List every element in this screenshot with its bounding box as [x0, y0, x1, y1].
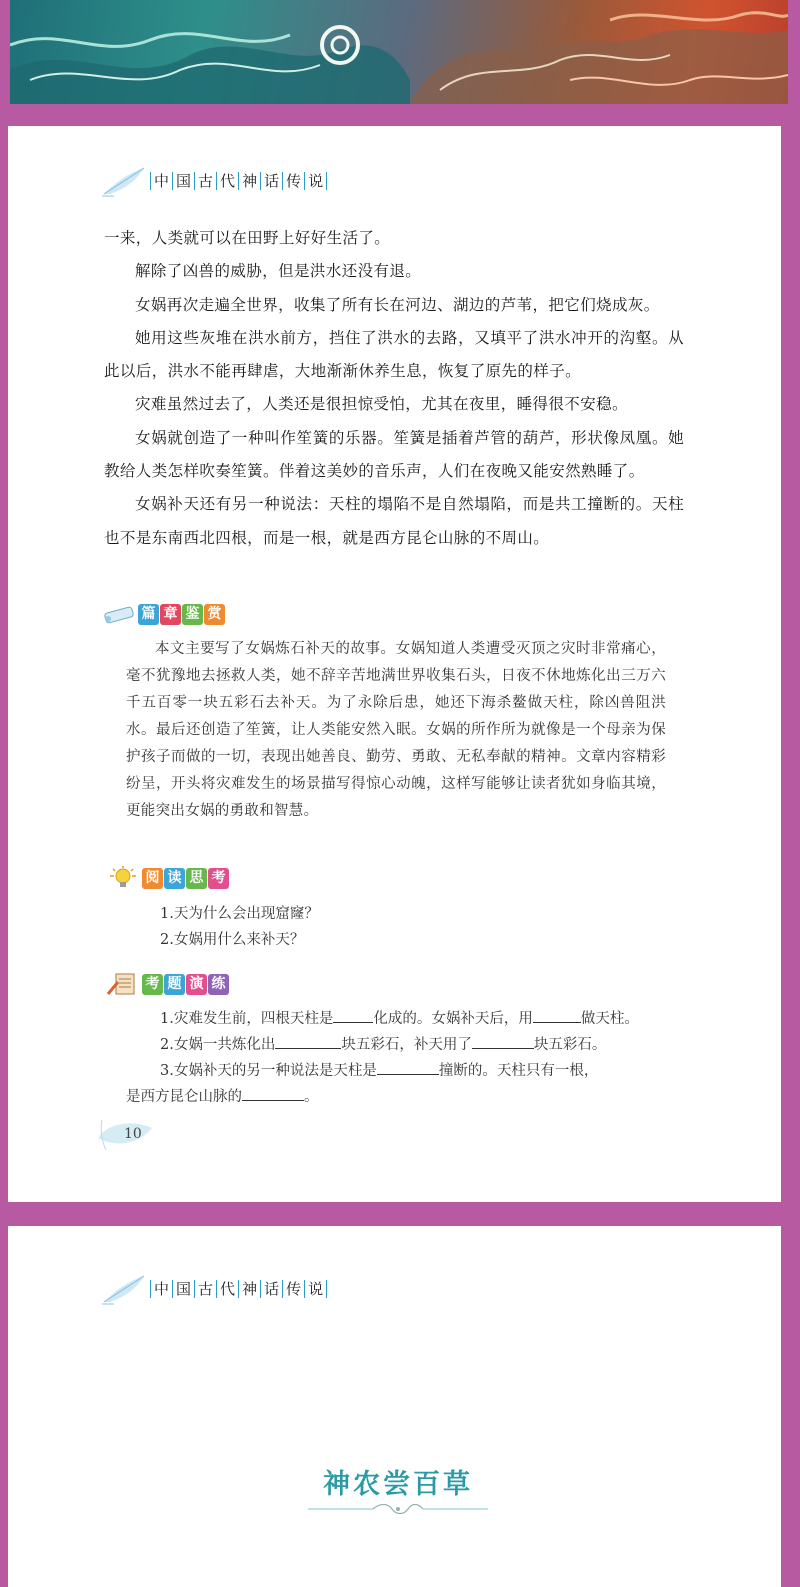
heading-char: 章 [160, 604, 181, 625]
exercise-question-3 [126, 1058, 639, 1084]
series-title-char: 神 [238, 172, 260, 190]
waves-and-clouds-illustration [10, 0, 788, 104]
answer-blank[interactable] [472, 1034, 534, 1049]
series-title-char: 说 [304, 172, 327, 190]
question-text: 块五彩石，补天用了 [341, 1037, 472, 1053]
series-title-char: 传 [282, 172, 304, 190]
heading-char: 鉴 [182, 604, 203, 625]
reading-question: 1.天为什么会出现窟窿？ [160, 906, 319, 922]
feather-quill-icon [100, 1272, 148, 1306]
series-title-char: 中 [150, 1280, 172, 1298]
series-title-char: 中 [150, 172, 172, 190]
series-title-char: 古 [194, 1280, 216, 1298]
series-title-char: 古 [194, 172, 216, 190]
series-header [100, 164, 327, 198]
heading-char: 篇 [138, 604, 159, 625]
heading-char: 阅 [142, 868, 163, 889]
answer-blank[interactable] [242, 1086, 304, 1101]
series-title-char: 代 [216, 172, 238, 190]
story-paragraph: 她用这些灰堆在洪水前方，挡住了洪水的去路，又填平了洪水冲开的沟壑。从此以后，洪水不能再肆虐，大地渐渐休养生息，恢复了原先的样子。 [104, 328, 684, 381]
page-number: 10 [124, 1126, 142, 1142]
chapter-title-block [308, 1462, 488, 1521]
question-text: 是西方昆仑山脉的 [126, 1089, 242, 1105]
heading-char: 练 [208, 974, 229, 995]
question-text: 块五彩石。 [533, 1037, 607, 1053]
lightbulb-icon [106, 866, 140, 890]
book-page-10 [8, 126, 781, 1202]
question-text: 。 [304, 1089, 319, 1105]
book-page-11 [8, 1226, 781, 1587]
series-title [150, 172, 327, 190]
question-text: 做天柱。 [580, 1011, 639, 1027]
series-title-char: 国 [172, 1280, 194, 1298]
appreciation-text [126, 636, 666, 825]
heading-char: 赏 [204, 604, 225, 625]
notepad-pencil-icon [106, 972, 140, 996]
exercise-question-1 [126, 1006, 639, 1032]
question-text: 撞断的。天柱只有一根， [438, 1063, 599, 1079]
series-title-char: 代 [216, 1280, 238, 1298]
scroll-icon [102, 602, 136, 626]
ornament-divider-icon [308, 1501, 488, 1517]
series-title-char: 话 [260, 1280, 282, 1298]
heading-char: 考 [142, 974, 163, 995]
reading-heading [106, 866, 230, 890]
answer-blank[interactable] [333, 1008, 373, 1023]
story-paragraph: 女娲再次走遍全世界，收集了所有长在河边、湖边的芦苇，把它们烧成灰。 [135, 295, 660, 314]
page-number-badge [94, 1116, 154, 1152]
exercise-questions [126, 1006, 639, 1110]
story-paragraph: 女娲就创造了一种叫作笙簧的乐器。笙簧是插着芦管的葫芦，形状像凤凰。她教给人类怎样吹奏笙簧。伴着这美妙的音乐声，人们在夜晚又能安然熟睡了。 [104, 428, 684, 481]
heading-char: 思 [186, 868, 207, 889]
series-title-char: 国 [172, 172, 194, 190]
series-title-char: 话 [260, 172, 282, 190]
answer-blank[interactable] [275, 1034, 341, 1049]
feather-quill-icon [100, 164, 148, 198]
question-text: 3.女娲补天的另一种说法是天柱是 [160, 1063, 377, 1079]
series-title [150, 1280, 327, 1298]
exercise-question-2 [126, 1032, 639, 1058]
heading-char: 读 [164, 868, 185, 889]
chapter-title: 神农尝百草 [323, 1469, 473, 1500]
cover-illustration-banner [10, 0, 788, 104]
reading-question: 2.女娲用什么来补天？ [160, 932, 305, 948]
answer-blank[interactable] [377, 1060, 439, 1075]
question-text: 1.灾难发生前，四根天柱是 [160, 1011, 334, 1027]
story-paragraph: 灾难虽然过去了，人类还是很担惊受怕，尤其在夜里，睡得很不安稳。 [135, 395, 628, 414]
appreciation-heading [102, 602, 226, 626]
exercise-heading [106, 972, 230, 996]
series-title-char: 说 [304, 1280, 327, 1298]
heading-char: 考 [208, 868, 229, 889]
story-paragraph: 解除了凶兽的威胁，但是洪水还没有退。 [135, 262, 422, 281]
story-paragraph: 一来，人类就可以在田野上好好生活了。 [104, 229, 391, 247]
series-title-char: 神 [238, 1280, 260, 1298]
story-body [104, 222, 684, 555]
story-paragraph: 女娲补天还有另一种说法：天柱的塌陷不是自然塌陷，而是共工撞断的。天柱也不是东南西北四根，而是一根，就是西方昆仑山脉的不周山。 [104, 495, 684, 547]
reading-questions [160, 901, 319, 953]
appreciation-paragraph: 本文主要写了女娲炼石补天的故事。女娲知道人类遭受灭顶之灾时非常痛心，毫不犹豫地去拯救人类，她不辞辛苦地满世界收集石头，日夜不休地炼化出三万六千五百零一块五彩石去补天。为了永除后患，她还下海杀鳌做天柱，除凶兽阻洪水。最后还创造了笙簧，让人类能安然入眠。女娲的所作所为就像是一个母亲为保护孩子而做的一切，表现出她善良、勤劳、勇敢、无私奉献的精神。文章内容精彩纷呈，开头将灾难发生的场景描写得惊心动魄，这样写能够让读者犹如身临其境，更能突出女娲的勇敢和智慧。 [126, 641, 666, 819]
series-title-char: 传 [282, 1280, 304, 1298]
exercise-question-3-cont [126, 1084, 639, 1110]
question-text: 2.女娲一共炼化出 [160, 1037, 276, 1053]
series-header [100, 1272, 327, 1306]
heading-char: 题 [164, 974, 185, 995]
heading-char: 演 [186, 974, 207, 995]
answer-blank[interactable] [533, 1008, 581, 1023]
question-text: 化成的。女娲补天后，用 [373, 1011, 533, 1027]
